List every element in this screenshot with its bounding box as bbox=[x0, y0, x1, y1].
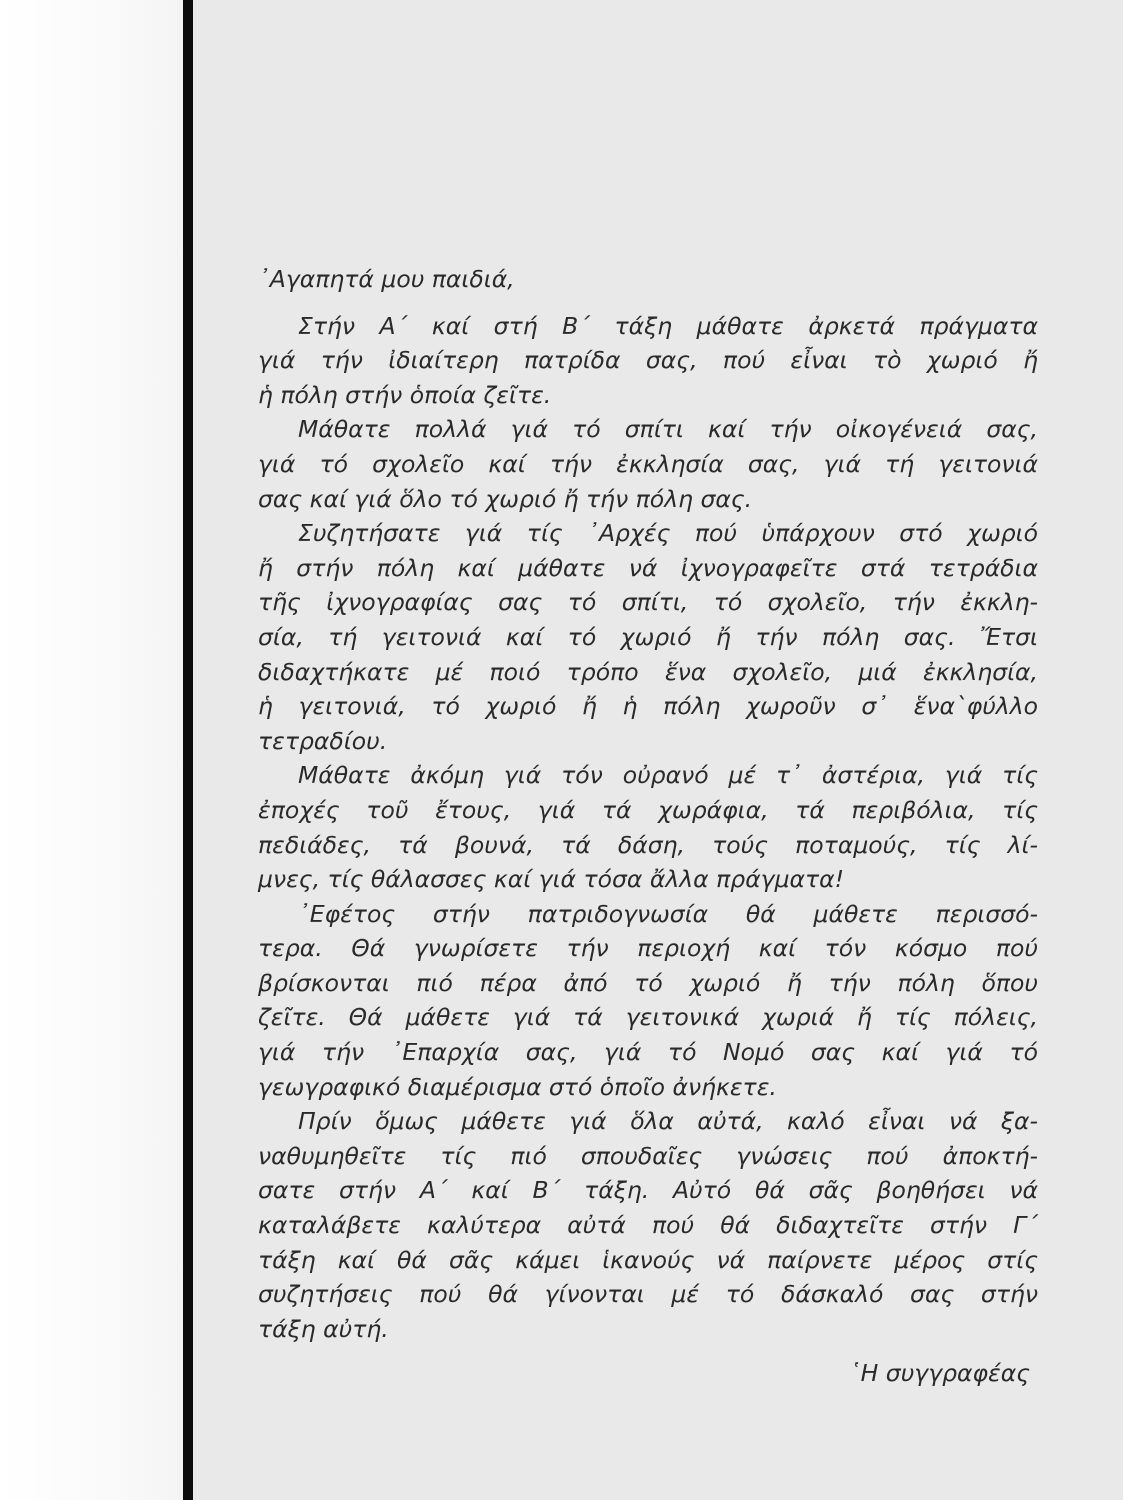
text-line: Μάθατε ἀκόμη γιά τόν οὐρανό μέ τ᾿ ἀστέρια, γιά τίς bbox=[298, 761, 1038, 790]
text-line: Πρίν ὅμως μάθετε γιά ὅλα αὐτά, καλό εἶναι νά ξα- bbox=[298, 1107, 1038, 1136]
text-line: ἡ πόλη στήν ὁποία ζεῖτε. bbox=[258, 380, 552, 409]
text-line: τερα. Θά γνωρίσετε τήν περιοχή καί τόν κόσμο πού bbox=[258, 934, 1038, 963]
text-line: ἤ στήν πόλη καί μάθατε νά ἰχνογραφεῖτε στά τετράδια bbox=[258, 553, 1038, 582]
paragraph-3 bbox=[258, 516, 1038, 758]
text-line: Μάθατε πολλά γιά τό σπίτι καί τήν οἰκογένειά σας, bbox=[298, 415, 1038, 444]
book-spine-divider bbox=[183, 0, 193, 1500]
letter-greeting: ᾿Αγαπητά μου παιδιά, bbox=[258, 265, 515, 293]
letter-signature: ῾Η συγγραφέας bbox=[848, 1359, 1030, 1388]
text-line: πεδιάδες, τά βουνά, τά δάση, τούς ποταμούς, τίς λί- bbox=[258, 830, 1038, 859]
text-line: καταλάβετε καλύτερα αὐτά πού θά διδαχτεῖτε στήν Γ΄ bbox=[258, 1211, 1038, 1240]
text-line: Συζητήσατε γιά τίς ᾿Αρχές πού ὑπάρχουν στό χωριό bbox=[298, 519, 1038, 548]
paragraph-5 bbox=[258, 897, 1038, 1105]
text-line: μνες, τίς θάλασσες καί γιά τόσα ἄλλα πράγματα! bbox=[258, 865, 845, 894]
text-line: ᾿Εφέτος στήν πατριδογνωσία θά μάθετε περισσό- bbox=[298, 899, 1038, 928]
text-line: ζεῖτε. Θά μάθετε γιά τά γειτονικά χωριά ἤ τίς πόλεις, bbox=[258, 1003, 1038, 1032]
text-line: σας καί γιά ὅλο τό χωριό ἤ τήν πόλη σας. bbox=[258, 484, 753, 513]
paragraph-2 bbox=[258, 412, 1038, 516]
paragraph-6 bbox=[258, 1104, 1038, 1346]
paragraph-1 bbox=[258, 309, 1038, 413]
text-line: τετραδίου. bbox=[258, 726, 388, 755]
text-line: σατε στήν Α΄ καί Β΄ τάξη. Αὐτό θά σᾶς βοηθήσει νά bbox=[258, 1176, 1038, 1205]
text-line: διδαχτήκατε μέ ποιό τρόπο ἕνα σχολεῖο, μιά ἐκκλησία, bbox=[258, 657, 1038, 686]
text-line: συζητήσεις πού θά γίνονται μέ τό δάσκαλό σας στήν bbox=[258, 1280, 1038, 1309]
text-line: γιά τό σχολεῖο καί τήν ἐκκλησία σας, γιά τή γειτονιά bbox=[258, 449, 1038, 478]
text-line: ναθυμηθεῖτε τίς πιό σπουδαῖες γνώσεις πού ἀποκτή- bbox=[258, 1141, 1038, 1170]
text-line: γεωγραφικό διαμέρισμα στό ὁποῖο ἀνήκετε. bbox=[258, 1072, 777, 1101]
page-margin-left bbox=[0, 0, 185, 1500]
text-line: γιά τήν ᾿Επαρχία σας, γιά τό Νομό σας καί γιά τό bbox=[258, 1038, 1038, 1067]
text-line: βρίσκονται πιό πέρα ἀπό τό χωριό ἤ τήν πόλη ὅπου bbox=[258, 968, 1038, 997]
paragraph-4 bbox=[258, 758, 1038, 896]
text-line: τάξη αὐτή. bbox=[258, 1314, 389, 1343]
text-line: γιά τήν ἰδιαίτερη πατρίδα σας, πού εἶναι τὸ χωριό ἤ bbox=[258, 346, 1038, 375]
text-line: Στήν Α΄ καί στή Β΄ τάξη μάθατε ἀρκετά πράγματα bbox=[298, 311, 1038, 340]
preface-letter bbox=[258, 262, 1038, 1391]
text-line: ἡ γειτονιά, τό χωριό ἤ ἡ πόλη χωροῦν σ᾿ ἕνα`φύλλο bbox=[258, 692, 1038, 721]
text-line: τῆς ἰχνογραφίας σας τό σπίτι, τό σχολεῖο, τήν ἐκκλη- bbox=[258, 588, 1038, 617]
text-line: ἐποχές τοῦ ἔτους, γιά τά χωράφια, τά περιβόλια, τίς bbox=[258, 795, 1038, 824]
text-line: τάξη καί θά σᾶς κάμει ἱκανούς νά παίρνετε μέρος στίς bbox=[258, 1245, 1038, 1274]
text-line: σία, τή γειτονιά καί τό χωριό ἤ τήν πόλη σας. Ἔτσι bbox=[258, 622, 1038, 651]
